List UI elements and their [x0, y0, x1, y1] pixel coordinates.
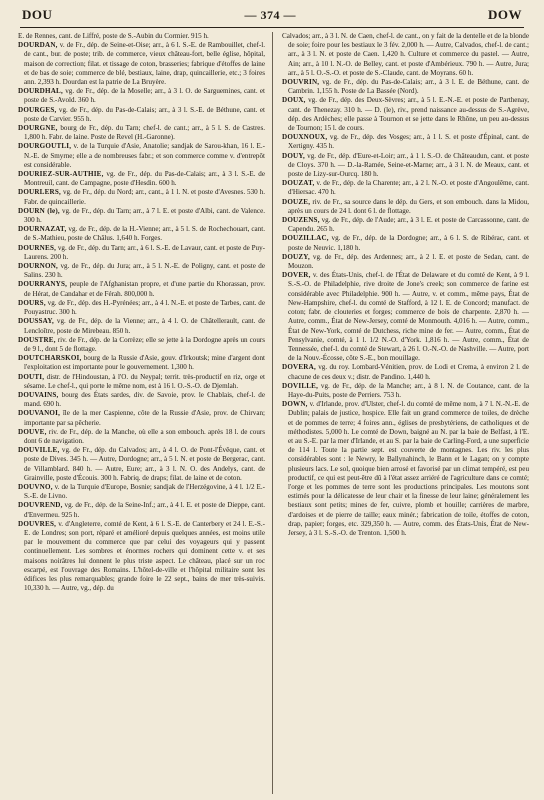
entry-text: vg. de Fr., dép. du Tarn; arr., à 6 l. S.-E. de Lavaur, cant. et poste de Puy-Laurens. 200 h. — [24, 243, 265, 261]
dictionary-entry — [282, 234, 529, 252]
dictionary-entry — [18, 501, 265, 519]
dictionary-entry — [18, 280, 265, 298]
column-separator — [272, 32, 273, 794]
right-column — [282, 32, 529, 794]
entry-text: v. d'Irlande, prov. d'Ulster, chef-l. du comté de même nom, à 7 l. N.-N.-E. de Dublin; palais de justice, hospice. Elle fait un grand commerce de toiles, de drèche et de pommes de terre; 4 foires ann., églises de presbytériens, de catholiques et de méthodistes. 5,000 h. Le comté de Down, baigné au N. par la baie de Belfast, à l'E. et au S.-E. par la mer d'Irlande, et au S. par la baie de Carling-Ford, a une superficie de 114 l. Toute la partie sept. est couverte de montagnes. Les riv. les plus considérables sont : le Newry, le Ballynahinch, le Bann et le Lagan; on y compte plusieurs lacs. Le sol, quoique bien arrosé et favorisé par un climat tempéré, est peu productif, ce qui est peut-être dû à l'état assez arriéré de l'agriculture dans ce comté; l'orge et les pommes de terre sont les productions principales. Les moutons sont estimés pour la délicatesse de leur chair et la finesse de leur laine; généralement les bestiaux sont petits; mines de fer, cuivre, plomb et houille; carrières de marbre, d'ardoises et de pierre de taille; eaux minér.; fabrication de toile, étoffes de coton, drap, papier; forges, etc. 329,350 h. — Autre, comm. des États-Unis, État de New-Jersey, à 3 l. S.-S.-O. de Trenton. 1,500 h. — [288, 400, 529, 537]
dictionary-entry — [18, 299, 265, 317]
dictionary-entry — [18, 354, 265, 372]
dictionary-entry — [18, 428, 265, 446]
dictionary-entry — [18, 225, 265, 243]
dictionary-entry — [18, 106, 265, 124]
entry-headword: DOUVRES, — [18, 519, 57, 528]
entry-text: vg. de Fr., dép. du Pas-de-Calais; arr., à 3 l. E. de Béthune, cant. de Cambrin. 1,155 h. Poste de La Bassée (Nord). — [288, 78, 529, 96]
entry-headword: DOURGNE, — [18, 124, 58, 133]
dictionary-entry — [18, 32, 265, 41]
entry-headword: DOVILLE, — [282, 381, 319, 390]
left-column — [18, 32, 265, 794]
dictionary-entry — [282, 152, 529, 180]
entry-headword: DOUVILLE, — [18, 446, 60, 455]
dictionary-entry — [18, 446, 265, 483]
entry-text: riv. de Fr., dép. de la Corrèze; elle se jette à la Dordogne après un cours de 9 l., dont 5 de flottage. — [24, 335, 265, 353]
entry-text: vg. de Fr., dép. de la Moselle; arr., à 3 l. O. de Sarguemines, cant. et poste de S.-Avold. 360 h. — [24, 87, 265, 105]
dictionary-entry — [18, 142, 265, 170]
entry-text: bourg de la Russie d'Asie, gouv. d'Irkoutsk; mine d'argent dont l'exploitation est importante pour le gouvernement. 1,300 h. — [24, 354, 265, 372]
entry-headword: DOUY, — [282, 151, 306, 160]
header-left-guideword: DOU — [22, 7, 53, 22]
entry-text: bourg des États sardes, div. de Savoie, prov. le Chablais, chef-l. de mand. 690 h. — [24, 390, 265, 409]
entry-text: distr. de l'Hindoustan, à l'O. du Neypal; territ. très-productif en riz, orge et sésame. Le chef-l., qui porte le même nom, est à 16 l. O.-S.-O. de Djemlah. — [24, 372, 265, 390]
dictionary-entry — [18, 317, 265, 335]
entry-text: vg. de Fr., dép. de la H.-Vienne; arr., à 5 l. S. de Rochechouart, cant. de S.-Mathieu, poste de Châlus. 1,640 h. Forges. — [24, 225, 265, 243]
page-number: — 374 — — [244, 7, 296, 22]
entry-headword: DOURNES, — [18, 243, 57, 252]
entry-text: vg. de Fr., dép. de l'Aude; arr., à 3 l. E. et poste de Carcassonne, cant. de Capendu. 265 h. — [288, 216, 529, 234]
entry-headword: DOUSSAY, — [18, 317, 54, 326]
entry-headword: DOUXNOUX, — [282, 133, 328, 142]
entry-headword: DOUVNO, — [18, 482, 53, 491]
entry-text: vg. de Fr., dép. du Jura; arr., à 5 l. N.-E. de Poligny, cant. et poste de Salins. 230 h. — [24, 262, 265, 280]
entry-text: vg. de Fr., dép. des Vosges; arr., à 1 l. S. et poste d'Épinal, cant. de Xertigny. 435 h. — [288, 133, 529, 151]
entry-headword: DOUZILLAC, — [282, 234, 329, 243]
entry-text: v. de Fr., dép. de Seine-et-Oise; arr., à 6 l. S.-E. de Rambouillet, chef-l. de cant., bur. de poste; trib. de commerce, vieux château-fort, belle église, hôpital, maison de correction; filat. et tissage de coton, brasseries; fabrique d'étoffes de laine et de bas de soie; commerce de blé, bestiaux, laine, drap, quincaillerie, etc.; 3 foires ann. 2,393 h. Dourdan est la patrie de La Bruyère. — [24, 41, 265, 87]
entry-headword: DOURRANYS, — [18, 280, 68, 289]
entry-text: vg. de Fr., dép. d'Eure-et-Loir; arr., à 1 l. S.-O. de Châteaudun, cant. et poste de Cloys. 370 h. — D.-la-Ramée, Seine-et-Marne; arr., à 3 l. N. de Meaux, cant. et poste de Lizy-sur-Ourcq. 180 h. — [288, 151, 529, 179]
entry-text: bourg de Fr., dép. du Tarn; chef-l. de cant.; arr., à 5 l. S. de Castres. 1,800 h. Fabr. de laine. Poste de Revel (H.-Garonne). — [24, 124, 265, 142]
entry-headword: DOUZE, — [282, 197, 311, 206]
dictionary-entry — [282, 96, 529, 133]
entry-text: vg. de Fr., dép. du Pas-de-Calais; arr., à 3 l. S.-E. de Béthune, cant. et poste de Carvier. 955 h. — [24, 105, 265, 123]
entry-text: vg. de Fr., dép. du Pas-de-Calais; arr., à 3 l. S.-E. de Montreuil, cant. de Campagne, poste d'Hesdin. 600 h. — [24, 170, 265, 188]
entry-headword: DOURDAN, — [18, 41, 58, 50]
dictionary-entry — [18, 409, 265, 427]
entry-headword: DOURNAZAT, — [18, 225, 67, 234]
entry-text: v. des États-Unis, chef-l. de l'État de Delaware et du comté de Kent, à 9 l. S.-S.-O. de Philadelphie, rive droite de Jone's creek; son commerce de farine est considérable avec Philadelphie. 900 h. — Autre, v. et comm., même pays, État de New-Hampshire, chef-l. du comté de Stafford, à 12 l. E. de Concord; manufact. de coton; fabr. de clouteries et forges; commerce de bois de charpente. 2,870 h. — Autre, comm., État de New-Jersey, comté de Monmouth. 4,016 h. — Autre, comm., État de New-York, comté de Dutchess, riche mine de fer. — Autre, comm., État de Pensylvanie, comté, à 1 l. 1/2 N.-O. d'York. 1,816 h. — Autre, comm., État de Tennessée, chef-l. du comté de Stewart, à 26 l. O.-N.-O. de Nashville. — Autre, port de la Nouv.-Écosse, côte S.-E., bon mouillage. — [288, 271, 529, 363]
entry-text: v. de Fr., dép. de la Charente; arr., à 2 l. N.-O. et poste d'Angoulême, cant. d'Hiersac. 470 h. — [288, 179, 529, 197]
entry-text: riv. de Fr., sa source dans le dép. du Gers, et son embouch. dans la Midou, après un cours de 24 l. dont 6 l. de flottage. — [288, 197, 529, 215]
entry-headword: DOUZAT, — [282, 179, 315, 188]
dictionary-entry — [18, 262, 265, 280]
entry-text: Calvados; arr., à 3 l. N. de Caen, chef-l. de cant., on y fait de la dentelle et de la blonde de soie; foire pour les bestiaux le 3 fév. 2,000 h. — Autre, Calvados, chef-l. de cant.; arr., à 3 l. N. et poste de Caen. 1,420 h. Culture et commerce du pastel. — Autre, Ain; arr., à 10 l. N.-O. de Belley, cant. et poste d'Ambérieux. 790 h. — Autre, Jura; arr., à 5 l. O.-S.-O. et poste de S.-Claude, cant. de Moyrans. 60 h. — [282, 32, 529, 77]
entry-text: vg. du roy. Lombard-Vénitien, prov. de Lodi et Crema, à environ 2 l. de chacune de ces deux v.; distr. de Pandino. 1,440 h. — [288, 363, 529, 381]
entry-text: vg. de Fr., dép. de la Seine-Inf.; arr., à 4 l. E. et poste de Dieppe, cant. d'Envermeu. 925 h. — [24, 501, 265, 519]
dictionary-entry — [282, 253, 529, 271]
entry-headword: DOURIEZ-SUR-AUTHIE, — [18, 170, 104, 179]
dictionary-entry — [18, 170, 265, 188]
entry-headword: DOUVE, — [18, 427, 47, 436]
header-right-guideword: DOW — [487, 7, 522, 22]
entry-headword: DOVERA, — [282, 363, 316, 372]
entry-text: v. de la Turquie d'Europe, Bosnie; sandjak de l'Herzégovine, à 4 l. 1/2 E.-S.-E. de Livno. — [24, 482, 265, 501]
dictionary-entry — [18, 336, 265, 354]
dictionary-entry — [18, 188, 265, 206]
dictionary-entry — [18, 207, 265, 225]
entry-text: vg. de Fr., dép. du Calvados; arr., à 4 l. O. de Pont-l'Évêque, cant. et poste de Dives. 345 h. — Autre, Dordogne; arr., à 5 l. N. et poste de Bergerac, cant. de Villamblard. 840 h. — Autre, Eure; arr., à 3 l. N. O. des Andelys, cant. de Grainville, poste d'Écouis. 300 h. Fabriq. de draps; filat. de laine et de coton. — [24, 446, 265, 482]
entry-headword: DOUZY, — [282, 252, 310, 261]
dictionary-entry — [282, 133, 529, 151]
dictionary-entry — [282, 179, 529, 197]
dictionary-entry — [282, 271, 529, 363]
entry-text: E. de Rennes, cant. de Liffré, poste de S.-Aubin du Cormier. 915 h. — [18, 32, 209, 40]
page-header — [22, 6, 522, 24]
dictionary-entry — [282, 216, 529, 234]
entry-text: vg. de Fr., dép. des H.-Pyrénées; arr., à 4 l. N.-E. et poste de Tarbes, cant. de Pouyastruc. 300 h. — [24, 298, 265, 317]
entry-headword: DOVER, — [282, 271, 311, 280]
entry-headword: DOUVREND, — [18, 501, 63, 510]
entry-headword: DOURGOUTLI, — [18, 142, 72, 151]
dictionary-entry — [18, 391, 265, 409]
dictionary-entry — [18, 483, 265, 501]
dictionary-entry — [18, 520, 265, 594]
entry-text: vg. de Fr., dép. du Nord; arr., cant., à 1 l. N. et poste d'Avesnes. 530 h. Fabr. de quincaillerie. — [24, 188, 265, 206]
entry-headword: DOURDHAL, — [18, 87, 63, 96]
entry-headword: DOUTI, — [18, 372, 45, 381]
entry-headword: DOURNON, — [18, 262, 59, 271]
dictionary-entry — [282, 363, 529, 381]
entry-text: vg. de Fr., dép. de la Manche; arr., à 8 l. N. de Coutance, cant. de la Haye-du-Puits, poste de Perriers. 753 h. — [288, 381, 529, 399]
entry-text: vg. de Fr., dép. de la Dordogne; arr., à 6 l. S. de Ribérac, cant. et poste de Neuvic. 1,180 h. — [288, 234, 529, 252]
entry-text: v. d'Angleterre, comté de Kent, à 6 l. S.-E. de Canterbery et 24 l. E.-S.-E. de Londres; son port, réparé et amélioré depuis quelques années, est moins utile par le mouvement du commerce que par celui des voyageurs qui y passent continuellement. Les sombres et énormes rochers qui dominent cette v. et ses maisons noirâtres lui donnent le plus triste aspect. Le château, placé sur un roc escarpé, est l'ouvrage des Romains. L'hôtel-de-ville et l'hôpital militaire sont les édifices les plus remarquables; grande foire le 22 sept., bains de mer très-suivis. 10,330 h. — Autre, vg., dép. du — [24, 519, 265, 593]
entry-text: peuple de l'Afghanistan propre, et d'une partie du Khorassan, prov. de Hérat, de Candahar et de Férah. 800,000 h. — [24, 280, 265, 298]
entry-text: vg. de Fr., dép. des Ardennes; arr., à 2 l. E. et poste de Sedan, cant. de Mouzon. — [288, 252, 529, 271]
entry-headword: DOUVAINS, — [18, 390, 59, 399]
dictionary-entry — [282, 400, 529, 538]
dictionary-entry — [18, 373, 265, 391]
dictionary-entry — [282, 32, 529, 78]
header-rule — [20, 27, 524, 28]
entry-headword: DOUTCHARSKOI, — [18, 354, 82, 363]
entry-headword: DOWN, — [282, 400, 308, 409]
dictionary-entry — [282, 78, 529, 96]
entry-text: île de la mer Caspienne, côte de la Russie d'Asie, prov. de Chirvan; importante par sa pêcherie. — [24, 409, 265, 427]
entry-headword: DOURGES, — [18, 105, 57, 114]
entry-headword: DOUX, — [282, 96, 306, 105]
entry-headword: DOUVANOI, — [18, 409, 61, 418]
entry-headword: DOURS, — [18, 298, 46, 307]
dictionary-entry — [18, 87, 265, 105]
dictionary-entry — [282, 382, 529, 400]
entry-headword: DOURN (le), — [18, 206, 60, 215]
entry-headword: DOUVRIN, — [282, 78, 320, 87]
entry-headword: DOUSTRE, — [18, 335, 56, 344]
dictionary-entry — [18, 244, 265, 262]
dictionary-entry — [282, 198, 529, 216]
entry-text: vg. de Fr., dép. du Tarn; arr., à 7 l. E. et poste d'Albi, cant. de Valence. 300 h. — [24, 206, 265, 225]
entry-headword: DOURLERS, — [18, 188, 61, 197]
entry-text: v. de la Turquie d'Asie, Anatolie; sandjak de Sarou-khan, 16 l. E.-N.-E. de Smyrne; elle a de nombreuses fabr.; et son commerce comme v. d'entrepôt est considérable. — [24, 142, 265, 169]
dictionary-entry — [18, 41, 265, 87]
entry-text: riv. de Fr., dép. de la Manche, où elle a son embouch. après 18 l. de cours dont 6 de navigation. — [24, 427, 265, 445]
dictionary-entry — [18, 124, 265, 142]
entry-headword: DOUZENS, — [282, 216, 320, 225]
entry-text: vg. de Fr., dép. de la Vienne; arr., à 4 l. O. de Châtellerault, cant. de Lencloître, poste de Mirebeau. 850 h. — [24, 317, 265, 335]
entry-text: vg. de Fr., dép. des Deux-Sèvres; arr., à 5 l. E.-N.-E. et poste de Parthenay, cant. de Thenezay. 310 h. — D. (le), riv., prend naissance au-dessus de S.-Agrève, dép. des Ardèches; elle passe à Tournon et se jette dans le Rhône, un peu au-dessus de Tournon; 15 l. de cours. — [288, 96, 529, 133]
